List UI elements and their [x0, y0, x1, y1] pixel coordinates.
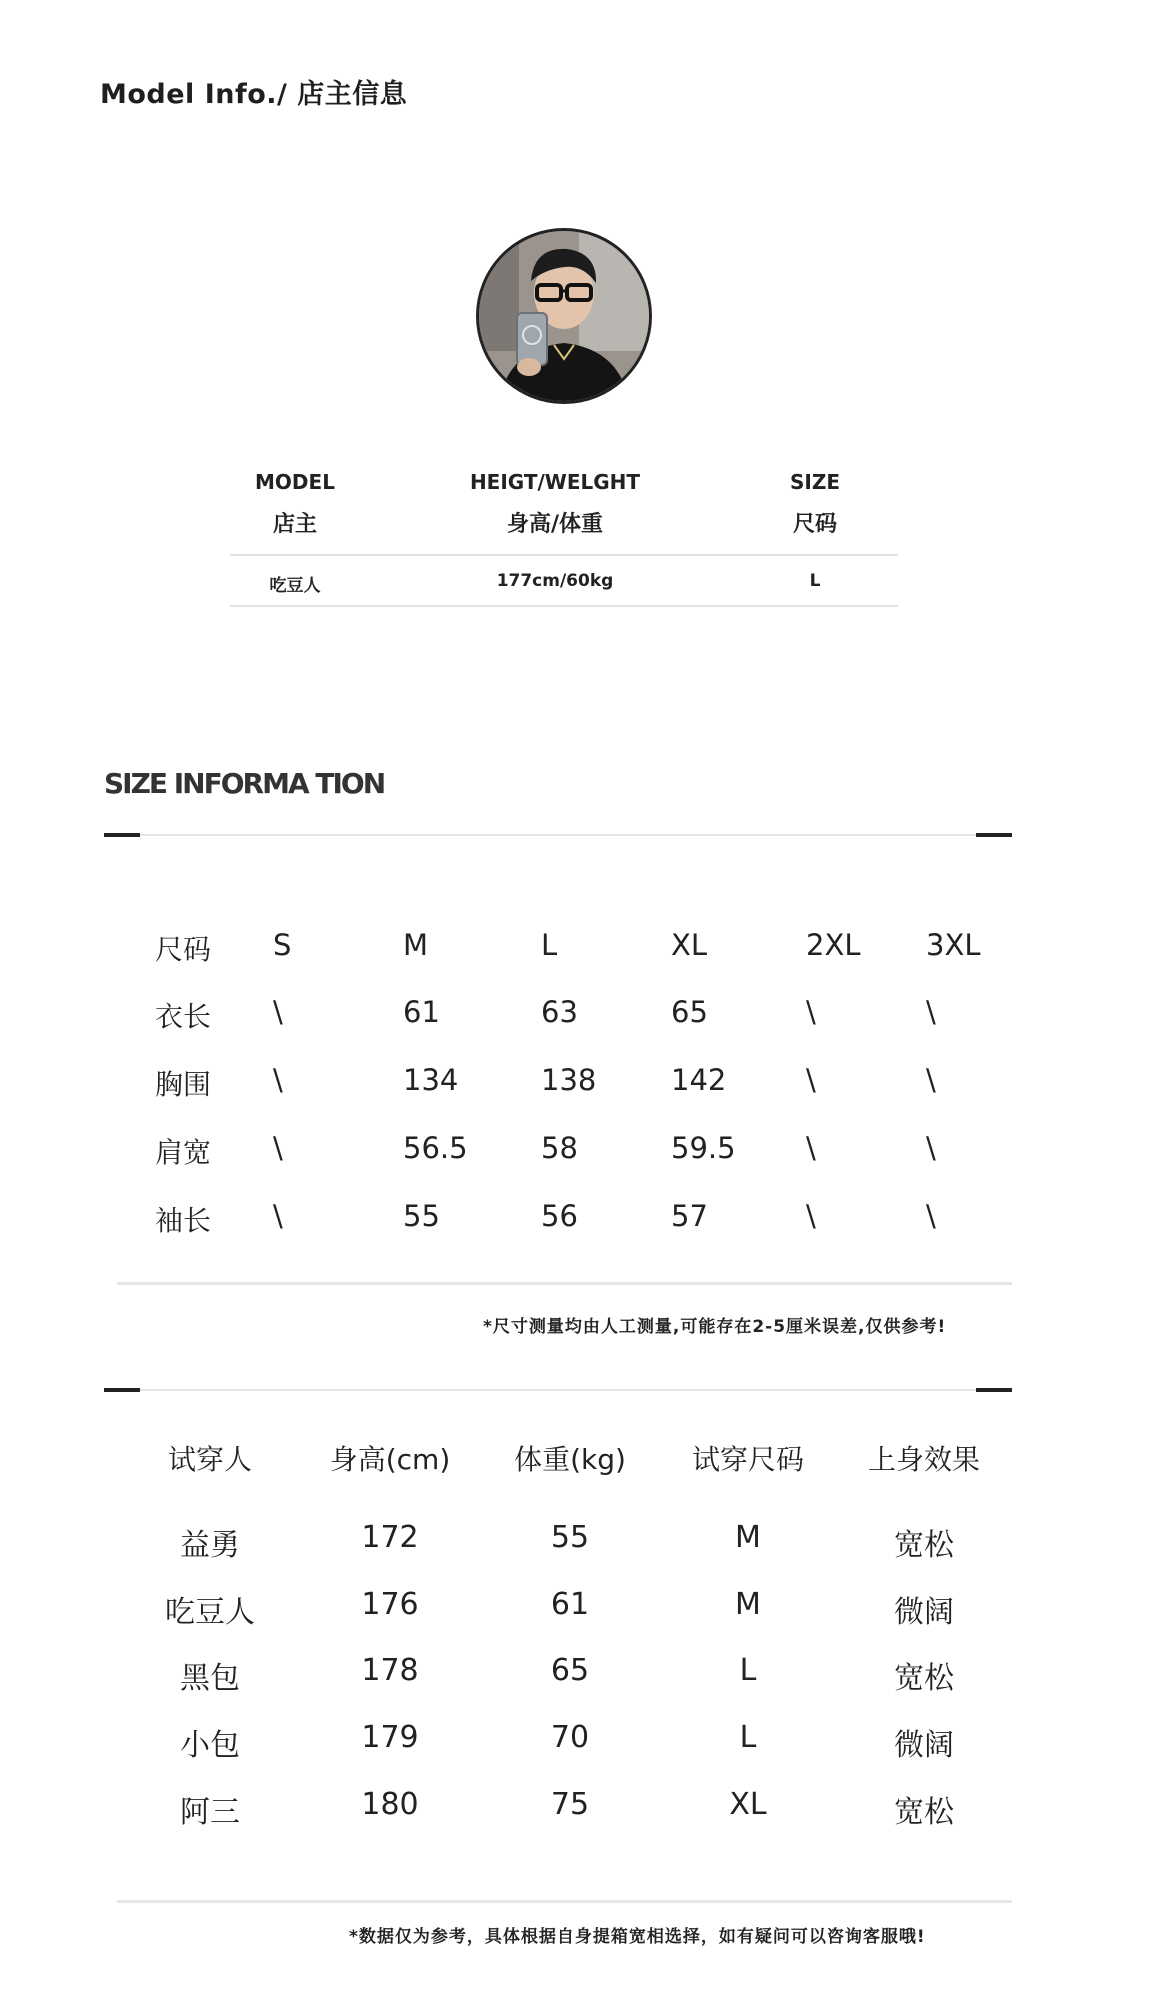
size-cell-label: 肩宽 [155, 1136, 212, 1169]
model-name-cell: 吃豆人 [269, 576, 321, 596]
size-cell-m: 134 [403, 1063, 459, 1097]
size-table-bottom-line [117, 1282, 1012, 1285]
tryon-cell-height: 172 [361, 1520, 419, 1555]
size-col-header: SIZE [789, 470, 840, 494]
model-avatar [476, 228, 652, 404]
height-weight-col-header: HEIGT/WELGHT [469, 470, 641, 494]
size-cell-xl: 57 [671, 1199, 708, 1233]
size-cell-xl: 59.5 [671, 1131, 736, 1165]
size-cell-l: 58 [541, 1131, 578, 1165]
size-information-title: SIZE INFORMA TION [104, 767, 385, 800]
model-height-weight-cell: 177cm/60kg [496, 571, 614, 591]
model-col-header-cn: 店主 [272, 512, 317, 537]
tryon-cell-height: 178 [361, 1653, 419, 1688]
size-header-3xl: 3XL [926, 928, 981, 962]
tryon-cell-tester: 小包 [180, 1728, 240, 1763]
tryon-header-fit: 上身效果 [867, 1443, 980, 1476]
size-cell-3xl: \ [926, 1199, 936, 1233]
model-table-bottom-line [230, 605, 898, 607]
tryon-header-size: 试穿尺码 [691, 1443, 804, 1476]
tryon-cell-size: M [735, 1520, 761, 1555]
size-cell-s: \ [273, 1063, 283, 1097]
tryon-cell-weight: 75 [550, 1787, 590, 1822]
tryon-cell-size: XL [729, 1787, 767, 1822]
tryon-cell-weight: 61 [550, 1587, 590, 1622]
size-cell-3xl: \ [926, 1131, 936, 1165]
size-cell-2xl: \ [806, 995, 816, 1029]
tryon-cell-tester: 黑包 [180, 1661, 240, 1696]
tryon-table-bottom-line [117, 1900, 1012, 1903]
tryon-cell-tester: 益勇 [180, 1528, 240, 1563]
tryon-cell-weight: 65 [550, 1653, 590, 1688]
size-cell-label: 袖长 [155, 1204, 212, 1237]
size-header-m: M [403, 928, 429, 962]
tryon-cell-size: M [735, 1587, 761, 1622]
size-cell-l: 56 [541, 1199, 578, 1233]
tryon-cell-weight: 70 [550, 1720, 590, 1755]
tryon-cell-fit: 微阔 [894, 1595, 954, 1630]
size-header-label: 尺码 [155, 933, 212, 966]
size-header-s: S [273, 928, 292, 962]
height-weight-col-header-cn: 身高/体重 [506, 512, 604, 537]
size-cell-s: \ [273, 995, 283, 1029]
model-size-cell: L [809, 571, 821, 591]
tryon-section-divider [104, 1389, 1012, 1391]
size-measurement-note: *尺寸测量均由人工测量,可能存在2-5厘米误差,仅供参考! [483, 1317, 947, 1337]
tryon-cell-fit: 宽松 [894, 1661, 954, 1696]
tryon-cell-height: 176 [361, 1587, 419, 1622]
size-cell-s: \ [273, 1199, 283, 1233]
size-cell-l: 138 [541, 1063, 597, 1097]
tryon-cell-tester: 阿三 [180, 1795, 240, 1830]
model-info-title: Model Info./ 店主信息 [100, 79, 408, 110]
tryon-cell-size: L [739, 1653, 757, 1688]
model-table-divider [230, 554, 898, 556]
tryon-cell-tester: 吃豆人 [165, 1595, 255, 1630]
size-cell-m: 55 [403, 1199, 440, 1233]
tryon-cell-weight: 55 [550, 1520, 590, 1555]
tryon-divider-accent-right [976, 1388, 1012, 1392]
size-cell-3xl: \ [926, 1063, 936, 1097]
tryon-cell-height: 179 [361, 1720, 419, 1755]
tryon-cell-height: 180 [361, 1787, 419, 1822]
size-cell-2xl: \ [806, 1063, 816, 1097]
tryon-cell-fit: 宽松 [894, 1795, 954, 1830]
tryon-header-tester: 试穿人 [167, 1443, 252, 1476]
divider-accent-right [976, 833, 1012, 837]
tryon-cell-fit: 微阔 [894, 1728, 954, 1763]
size-cell-s: \ [273, 1131, 283, 1165]
size-cell-label: 衣长 [155, 1000, 212, 1033]
size-header-l: L [541, 928, 558, 962]
size-cell-2xl: \ [806, 1131, 816, 1165]
size-cell-xl: 142 [671, 1063, 727, 1097]
size-cell-3xl: \ [926, 995, 936, 1029]
size-cell-l: 63 [541, 995, 578, 1029]
tryon-cell-size: L [739, 1720, 757, 1755]
size-cell-xl: 65 [671, 995, 708, 1029]
divider-accent-left [104, 833, 140, 837]
tryon-header-weight: 体重(kg) [514, 1443, 626, 1476]
size-cell-label: 胸围 [155, 1068, 212, 1101]
tryon-cell-fit: 宽松 [894, 1528, 954, 1563]
size-section-divider [104, 834, 1012, 836]
tryon-header-height: 身高(cm) [329, 1443, 451, 1476]
size-cell-m: 56.5 [403, 1131, 468, 1165]
tryon-note: *数据仅为参考，具体根据自身提箱宽相选择，如有疑问可以咨询客服哦! [349, 1927, 926, 1947]
size-col-header-cn: 尺码 [792, 512, 837, 537]
size-header-xl: XL [671, 928, 708, 962]
size-header-2xl: 2XL [806, 928, 861, 962]
model-col-header: MODEL [255, 470, 335, 494]
tryon-divider-accent-left [104, 1388, 140, 1392]
size-cell-2xl: \ [806, 1199, 816, 1233]
avatar-photo [479, 231, 649, 401]
size-cell-m: 61 [403, 995, 440, 1029]
